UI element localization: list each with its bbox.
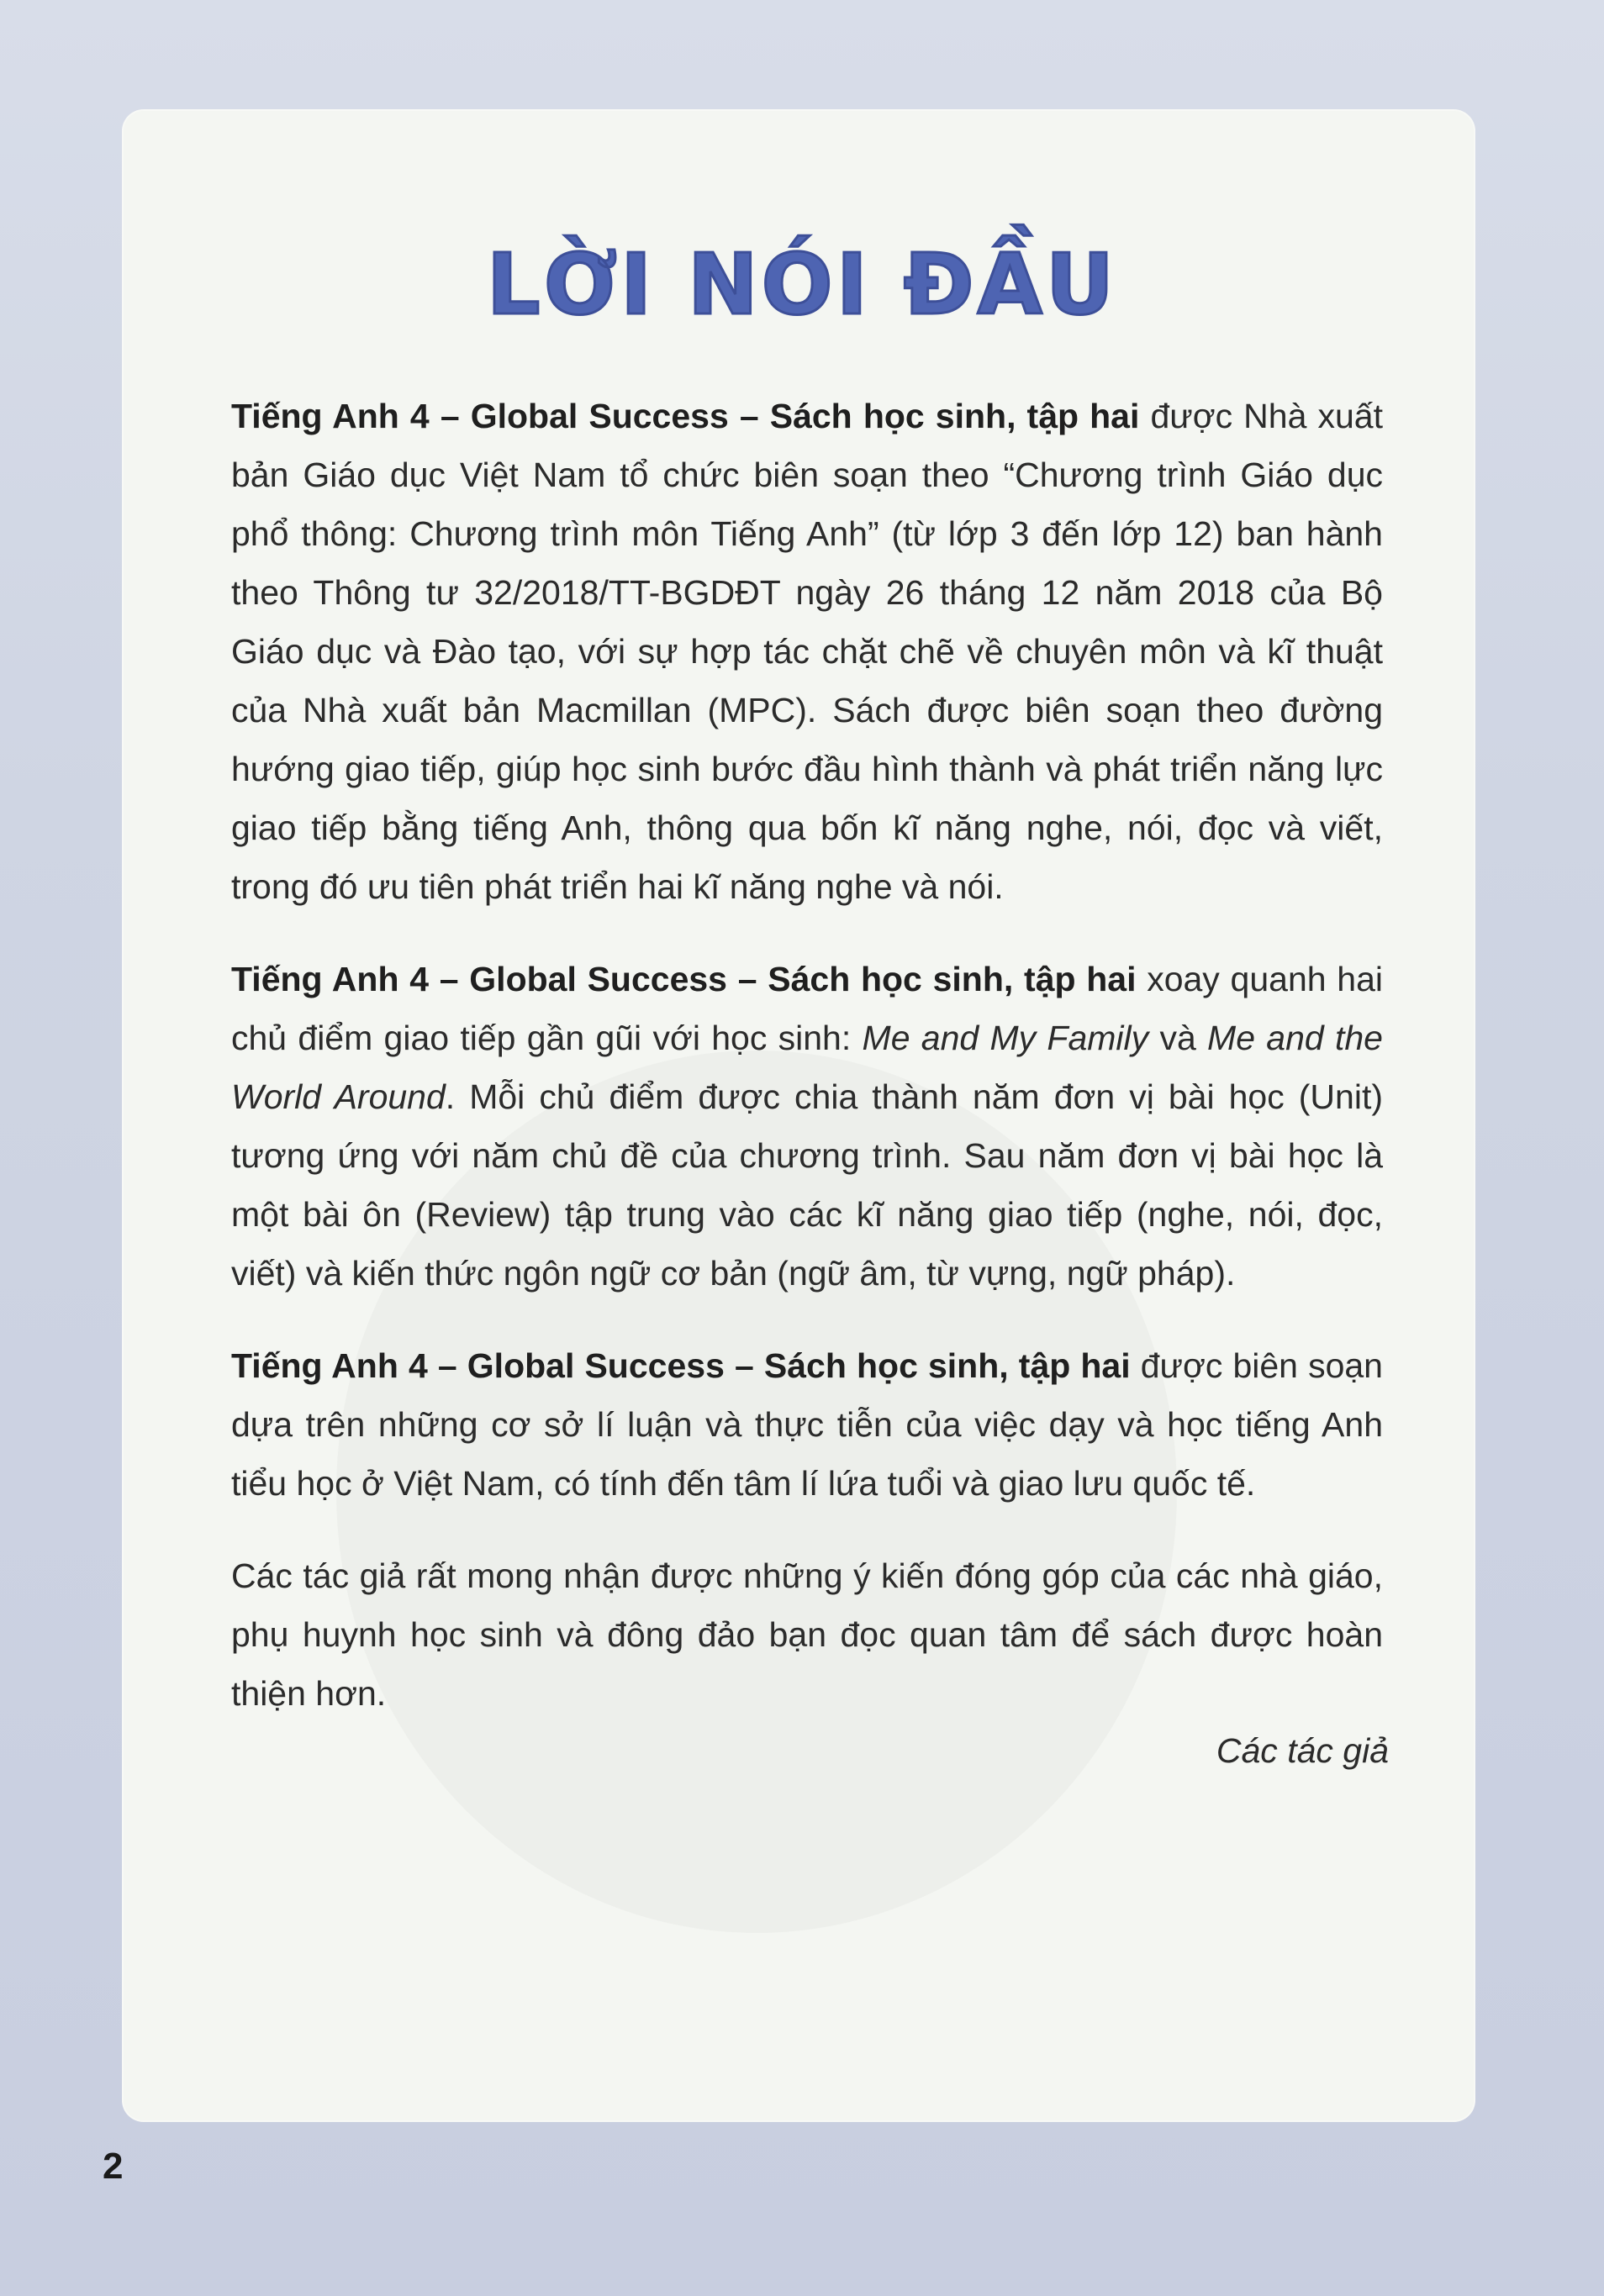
paragraph-3: [231, 1336, 1383, 1513]
paragraph-4: [231, 1546, 1383, 1723]
paragraph-1: [231, 387, 1383, 916]
page-number: 2: [103, 2146, 124, 2187]
paragraph-text: xoay quanh hai chủ điểm giao tiếp gần gũi với học sinh:: [231, 960, 1383, 1057]
page-title: LỜI NÓI ĐẦU: [486, 235, 1118, 334]
paragraph-text: Các tác giả rất mong nhận được những ý kiến đóng góp của các nhà giáo, phụ huynh học sinh và đông đảo bạn đọc quan tâm để sách được hoàn thiện hơn.: [231, 1556, 1383, 1713]
theme-me-and-the-world-around: Me and the World Around: [231, 1019, 1383, 1116]
paragraph-text: và: [1148, 1019, 1208, 1057]
theme-me-and-my-family: Me and My Family: [862, 1019, 1149, 1057]
signature: Các tác giả: [1216, 1731, 1389, 1770]
paragraph-text: được Nhà xuất bản Giáo dục Việt Nam tổ chức biên soạn theo “Chương trình Giáo dục phổ thông: Chương trình môn Tiếng Anh” (từ lớp 3 đến lớp 12) ban hành theo Thông tư 32/2018/TT-BGDĐT ngày 26 tháng 12 năm 2018 của Bộ Giáo dục và Đào tạo, với sự hợp tác chặt chẽ về chuyên môn và kĩ thuật của Nhà xuất bản Macmillan (MPC). Sách được biên soạn theo đường hướng giao tiếp, giúp học sinh bước đầu hình thành và phát triển năng lực giao tiếp bằng tiếng Anh, thông qua bốn kĩ năng nghe, nói, đọc và viết, trong đó ưu tiên phát triển hai kĩ năng nghe và nói.: [231, 397, 1383, 906]
book-title-bold: Tiếng Anh 4 – Global Success – Sách học sinh, tập hai: [231, 1346, 1131, 1385]
paragraph-text: được biên soạn dựa trên những cơ sở lí luận và thực tiễn của việc dạy và học tiếng Anh tiểu học ở Việt Nam, có tính đến tâm lí lứa tuổi và giao lưu quốc tế.: [231, 1346, 1383, 1503]
book-title-bold: Tiếng Anh 4 – Global Success – Sách học sinh, tập hai: [231, 397, 1140, 435]
paragraph-2: [231, 950, 1383, 1303]
book-title-bold: Tiếng Anh 4 – Global Success – Sách học sinh, tập hai: [231, 960, 1137, 998]
paragraph-text: . Mỗi chủ điểm được chia thành năm đơn vị bài học (Unit) tương ứng với năm chủ đề của chương trình. Sau năm đơn vị bài học là một bài ôn (Review) tập trung vào các kĩ năng giao tiếp (nghe, nói, đọc, viết) và kiến thức ngôn ngữ cơ bản (ngữ âm, từ vựng, ngữ pháp).: [231, 1077, 1383, 1293]
preface-body: [231, 387, 1383, 1756]
